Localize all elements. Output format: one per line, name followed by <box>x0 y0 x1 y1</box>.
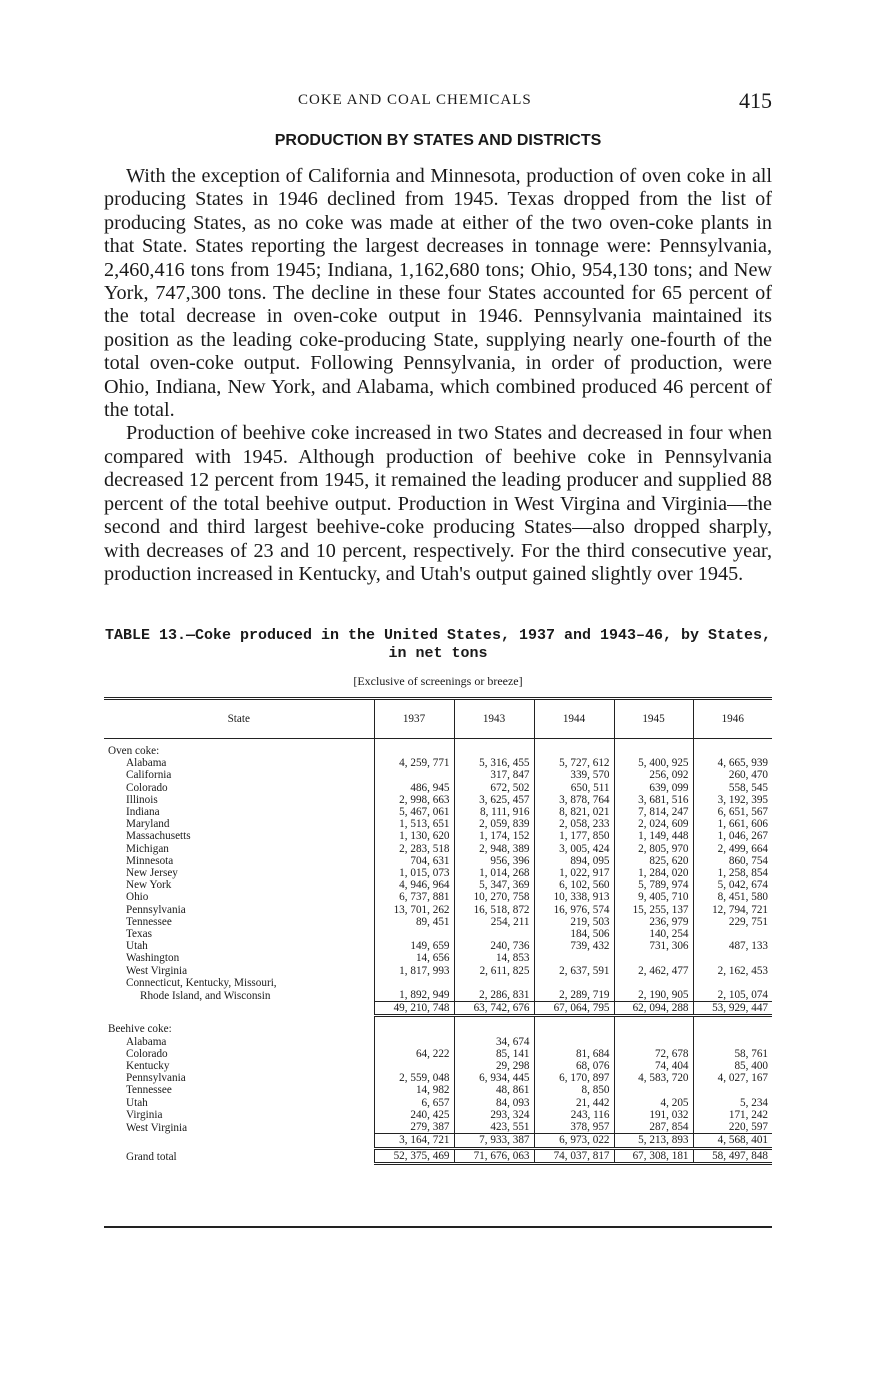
table-cell: 486, 945 <box>374 782 454 794</box>
table-cell <box>693 928 772 940</box>
table-cell: 1, 661, 606 <box>693 818 772 830</box>
table-cell: 84, 093 <box>454 1097 534 1109</box>
table-cell: 8, 111, 916 <box>454 806 534 818</box>
table-cell <box>104 1002 374 1016</box>
table-cell: 2, 024, 609 <box>614 818 693 830</box>
table-cell: 6, 651, 567 <box>693 806 772 818</box>
table-cell: 2, 059, 839 <box>454 818 534 830</box>
table-cell: 4, 205 <box>614 1097 693 1109</box>
table-cell: 240, 425 <box>374 1109 454 1121</box>
grand-total-row <box>104 1148 772 1163</box>
state-name: New Jersey <box>126 867 178 880</box>
table-cell: 34, 674 <box>454 1036 534 1048</box>
table-cell: 219, 503 <box>534 916 614 928</box>
table-header-row <box>104 699 772 739</box>
table-cell <box>374 1060 454 1072</box>
table-caption-line: TABLE 13.—Coke produced in the United States, 1937 and 1943–46, by States, <box>104 627 772 644</box>
table-cell: 256, 092 <box>614 769 693 781</box>
state-name: Indiana <box>126 806 160 819</box>
table-spacer <box>104 1016 772 1024</box>
table-row <box>104 806 772 818</box>
table-row <box>104 977 772 989</box>
table-cell: 12, 794, 721 <box>693 904 772 916</box>
table-row <box>104 794 772 806</box>
table-row <box>104 989 772 1002</box>
table-cell: 13, 701, 262 <box>374 904 454 916</box>
table-cell: 68, 076 <box>534 1060 614 1072</box>
table-cell: 956, 396 <box>454 855 534 867</box>
table-cell <box>374 769 454 781</box>
subtotal-row <box>104 1002 772 1016</box>
table-cell: 5, 467, 061 <box>374 806 454 818</box>
table-cell <box>534 745 614 757</box>
table-cell: 731, 306 <box>614 940 693 952</box>
table-cell: 67, 064, 795 <box>534 1002 614 1016</box>
table-cell: 58, 497, 848 <box>693 1148 772 1163</box>
state-name: Texas <box>126 928 152 941</box>
table-cell <box>614 977 693 989</box>
table-cell <box>614 1023 693 1035</box>
state-name: Tennessee <box>126 1084 172 1097</box>
table-cell: 3, 681, 516 <box>614 794 693 806</box>
table-cell: 15, 255, 137 <box>614 904 693 916</box>
table-cell: 229, 751 <box>693 916 772 928</box>
table-cell: 81, 684 <box>534 1048 614 1060</box>
table-row <box>104 940 772 952</box>
state-name: Ohio <box>126 891 149 904</box>
table-cell: 2, 998, 663 <box>374 794 454 806</box>
section-title: PRODUCTION BY STATES AND DISTRICTS <box>274 132 602 149</box>
table-row <box>104 782 772 794</box>
table-row <box>104 965 772 977</box>
table-cell: 191, 032 <box>614 1109 693 1121</box>
table-cell: 2, 162, 453 <box>693 965 772 977</box>
table-cell <box>534 1016 614 1024</box>
table-cell: 4, 583, 720 <box>614 1072 693 1084</box>
table-cell: 487, 133 <box>693 940 772 952</box>
table-cell: 220, 597 <box>693 1121 772 1134</box>
table-cell: 860, 754 <box>693 855 772 867</box>
table-cell: 2, 499, 664 <box>693 843 772 855</box>
state-name: Utah <box>126 940 148 953</box>
table-cell: 74, 404 <box>614 1060 693 1072</box>
subtotal-row <box>104 1134 772 1148</box>
table-cell <box>614 1016 693 1024</box>
state-name: Minnesota <box>126 854 174 867</box>
state-name: West Virginia <box>126 1121 188 1134</box>
table-cell: 243, 116 <box>534 1109 614 1121</box>
coke-production-table <box>104 697 772 1165</box>
table-row <box>104 952 772 964</box>
table-cell: 184, 506 <box>534 928 614 940</box>
table-cell <box>374 745 454 757</box>
table-cell <box>693 952 772 964</box>
table-cell: 1, 177, 850 <box>534 830 614 842</box>
table-cell <box>374 977 454 989</box>
table-cell: 74, 037, 817 <box>534 1148 614 1163</box>
table-cell <box>693 745 772 757</box>
table-row <box>104 757 772 769</box>
page-header <box>104 88 772 114</box>
column-header: 1945 <box>614 699 693 739</box>
state-name: California <box>126 769 172 782</box>
table-cell: 21, 442 <box>534 1097 614 1109</box>
section-label: Oven coke: <box>108 745 160 757</box>
table-cell: 2, 058, 233 <box>534 818 614 830</box>
table-cell: 48, 861 <box>454 1084 534 1096</box>
table-cell: 5, 234 <box>693 1097 772 1109</box>
table-cell: 2, 283, 518 <box>374 843 454 855</box>
table-cell: 8, 821, 021 <box>534 806 614 818</box>
table-cell: 2, 611, 825 <box>454 965 534 977</box>
table-row <box>104 1048 772 1060</box>
table-cell: 140, 254 <box>614 928 693 940</box>
table-cell: 4, 665, 939 <box>693 757 772 769</box>
state-name: Alabama <box>126 757 167 770</box>
table-cell: 171, 242 <box>693 1109 772 1121</box>
column-header: 1944 <box>534 699 614 739</box>
state-name: New York <box>126 879 172 892</box>
table-cell: 2, 805, 970 <box>614 843 693 855</box>
table-cell: 339, 570 <box>534 769 614 781</box>
table-cell <box>534 952 614 964</box>
table-cell: 49, 210, 748 <box>374 1002 454 1016</box>
table-cell: 4, 568, 401 <box>693 1134 772 1148</box>
state-name: West Virginia <box>126 964 188 977</box>
running-title: COKE AND COAL CHEMICALS <box>298 92 532 108</box>
table-cell <box>693 1036 772 1048</box>
table-cell <box>454 928 534 940</box>
table-row <box>104 830 772 842</box>
state-name: Washington <box>126 952 180 965</box>
table-cell: 16, 518, 872 <box>454 904 534 916</box>
table-cell: 5, 316, 455 <box>454 757 534 769</box>
table-cell: 52, 375, 469 <box>374 1148 454 1163</box>
table-cell: 279, 387 <box>374 1121 454 1134</box>
table-cell: 1, 014, 268 <box>454 867 534 879</box>
table-cell <box>454 745 534 757</box>
table-cell: 7, 933, 387 <box>454 1134 534 1148</box>
table-cell <box>454 1023 534 1035</box>
state-name: Illinois <box>126 793 158 806</box>
table-cell: 85, 141 <box>454 1048 534 1060</box>
state-name: Colorado <box>126 781 168 794</box>
table-cell: 14, 982 <box>374 1084 454 1096</box>
table-cell: 894, 095 <box>534 855 614 867</box>
table-row <box>104 1109 772 1121</box>
table-cell: 10, 270, 758 <box>454 891 534 903</box>
table-cell: 63, 742, 676 <box>454 1002 534 1016</box>
section-label-row <box>104 1023 772 1035</box>
table-row <box>104 916 772 928</box>
section-label-row <box>104 745 772 757</box>
table-cell <box>693 977 772 989</box>
table-cell: 1, 258, 854 <box>693 867 772 879</box>
state-name: Virginia <box>126 1108 163 1121</box>
table-cell: 825, 620 <box>614 855 693 867</box>
table-cell: 149, 659 <box>374 940 454 952</box>
table-cell: 1, 046, 267 <box>693 830 772 842</box>
table-cell: 423, 551 <box>454 1121 534 1134</box>
body-text <box>104 165 772 586</box>
table-cell: 62, 094, 288 <box>614 1002 693 1016</box>
column-header: 1943 <box>454 699 534 739</box>
table-cell: 3, 625, 457 <box>454 794 534 806</box>
table-cell: 10, 338, 913 <box>534 891 614 903</box>
table-cell: 1, 174, 152 <box>454 830 534 842</box>
table-cell: 7, 814, 247 <box>614 806 693 818</box>
table-cell: 672, 502 <box>454 782 534 794</box>
table-cell: 16, 976, 574 <box>534 904 614 916</box>
grand-total-label: Grand total <box>126 1151 177 1163</box>
table-cell: 2, 637, 591 <box>534 965 614 977</box>
table-cell: 240, 736 <box>454 940 534 952</box>
table-cell <box>614 1036 693 1048</box>
table-row <box>104 818 772 830</box>
table-row <box>104 904 772 916</box>
page-number: 415 <box>739 88 772 113</box>
table-cell: 14, 656 <box>374 952 454 964</box>
table-cell: 739, 432 <box>534 940 614 952</box>
table-cell: 3, 878, 764 <box>534 794 614 806</box>
table-cell: 4, 946, 964 <box>374 879 454 891</box>
state-name: Pennsylvania <box>126 1072 186 1085</box>
table-cell: 72, 678 <box>614 1048 693 1060</box>
table-cell <box>534 1023 614 1035</box>
table-caption <box>104 627 772 663</box>
table-cell <box>693 1023 772 1035</box>
table-cell: 317, 847 <box>454 769 534 781</box>
table-cell: 3, 005, 424 <box>534 843 614 855</box>
table-cell <box>454 977 534 989</box>
table-cell: 1, 015, 073 <box>374 867 454 879</box>
table-cell <box>374 1016 454 1024</box>
table-cell: 6, 737, 881 <box>374 891 454 903</box>
table-cell: 6, 934, 445 <box>454 1072 534 1084</box>
table-cell <box>693 1016 772 1024</box>
state-name: Massachusetts <box>126 830 191 843</box>
table-row <box>104 769 772 781</box>
state-name: Colorado <box>126 1047 168 1060</box>
table-cell: 6, 973, 022 <box>534 1134 614 1148</box>
table-row <box>104 1036 772 1048</box>
state-name: Maryland <box>126 818 170 831</box>
table-cell: 2, 190, 905 <box>614 989 693 1002</box>
table-cell: 8, 850 <box>534 1084 614 1096</box>
table-cell <box>374 928 454 940</box>
table-cell <box>614 1084 693 1096</box>
table-row <box>104 855 772 867</box>
table-cell <box>693 1084 772 1096</box>
state-name: Utah <box>126 1096 148 1109</box>
table-caption-line: in net tons <box>388 645 488 662</box>
table-cell: 1, 149, 448 <box>614 830 693 842</box>
table-cell: 2, 289, 719 <box>534 989 614 1002</box>
table-cell <box>534 1036 614 1048</box>
state-name: Michigan <box>126 842 169 855</box>
column-header: State <box>104 699 374 739</box>
table-cell: 14, 853 <box>454 952 534 964</box>
state-name: Tennessee <box>126 915 172 928</box>
table-cell: 5, 400, 925 <box>614 757 693 769</box>
table-cell: 2, 948, 389 <box>454 843 534 855</box>
table-cell: 5, 042, 674 <box>693 879 772 891</box>
table-cell <box>534 977 614 989</box>
table-cell: 6, 657 <box>374 1097 454 1109</box>
table-cell <box>614 952 693 964</box>
table-cell: 6, 170, 897 <box>534 1072 614 1084</box>
column-header: 1937 <box>374 699 454 739</box>
table-row <box>104 879 772 891</box>
table-cell: 260, 470 <box>693 769 772 781</box>
table-cell: 5, 213, 893 <box>614 1134 693 1148</box>
table-cell: 704, 631 <box>374 855 454 867</box>
table-cell: 5, 727, 612 <box>534 757 614 769</box>
state-name: Alabama <box>126 1035 167 1048</box>
table-cell: 8, 451, 580 <box>693 891 772 903</box>
table-cell <box>614 745 693 757</box>
table-cell: 67, 308, 181 <box>614 1148 693 1163</box>
table-row <box>104 1072 772 1084</box>
table-cell: 558, 545 <box>693 782 772 794</box>
table-cell: 53, 929, 447 <box>693 1002 772 1016</box>
state-name: Kentucky <box>126 1060 170 1073</box>
table-row <box>104 1060 772 1072</box>
state-name: Rhode Island, and Wisconsin <box>140 989 271 1002</box>
table-cell: 5, 789, 974 <box>614 879 693 891</box>
paragraph: Production of beehive coke increased in two States and decreased in four when compared with 1945. Although production of beehive coke in Pennsylvania decreased 12 percent from 1945, it remained the leading producer and supplied 88 percent of the total beehive output. Production in West Virgina and Virginia—the second and third largest beehive-coke producing States—also dropped sharply, with decreases of 23 and 10 percent, respectively. For the third consecutive year, production increased in Kentucky, and Utah's output gained slightly over 1945. <box>104 422 772 585</box>
table-cell <box>104 1134 374 1148</box>
table-cell: 2, 286, 831 <box>454 989 534 1002</box>
table-cell: 1, 513, 651 <box>374 818 454 830</box>
table-cell: 58, 761 <box>693 1048 772 1060</box>
table-bottom-rule <box>104 1226 772 1228</box>
table-cell: 89, 451 <box>374 916 454 928</box>
table-cell <box>374 1023 454 1035</box>
table-note: [Exclusive of screenings or breeze] <box>353 674 523 688</box>
table-cell: 64, 222 <box>374 1048 454 1060</box>
table-row <box>104 1084 772 1096</box>
table-cell: 1, 817, 993 <box>374 965 454 977</box>
state-name: Connecticut, Kentucky, Missouri, <box>126 976 277 989</box>
table-cell: 2, 559, 048 <box>374 1072 454 1084</box>
table-row <box>104 891 772 903</box>
table-cell: 3, 192, 395 <box>693 794 772 806</box>
table-row <box>104 1121 772 1134</box>
table-cell: 1, 130, 620 <box>374 830 454 842</box>
table-cell: 287, 854 <box>614 1121 693 1134</box>
table-cell: 1, 022, 917 <box>534 867 614 879</box>
table-cell: 4, 259, 771 <box>374 757 454 769</box>
table-cell <box>104 1016 374 1024</box>
table-cell: 4, 027, 167 <box>693 1072 772 1084</box>
table-cell: 5, 347, 369 <box>454 879 534 891</box>
table-row <box>104 867 772 879</box>
table-cell: 293, 324 <box>454 1109 534 1121</box>
paragraph: With the exception of California and Minnesota, production of oven coke in all producing States in 1946 declined from 1945. Texas dropped from the list of producing States, as no coke was made at either of the two oven-coke plants in that State. States reporting the largest decreases in tonnage were: Pennsylvania, 2,460,416 tons from 1945; Indiana, 1,162,680 tons; Ohio, 954,130 tons; and New York, 747,300 tons. The decline in these four States accounted for 65 percent of the total decrease in oven-coke output in 1946. Pennsylvania maintained its position as the leading coke-producing State, supplying nearly one-fourth of the total oven-coke output. Following Pennsylvania, in order of production, were Ohio, Indiana, New York, and Alabama, which combined produced 46 percent of the total. <box>104 165 772 422</box>
table-cell: 650, 511 <box>534 782 614 794</box>
state-name: Pennsylvania <box>126 903 186 916</box>
table-body <box>104 739 772 1164</box>
table-cell: 3, 164, 721 <box>374 1134 454 1148</box>
table-row <box>104 843 772 855</box>
table-cell: 639, 099 <box>614 782 693 794</box>
section-label: Beehive coke: <box>108 1023 172 1036</box>
table-row <box>104 928 772 940</box>
table-cell: 1, 284, 020 <box>614 867 693 879</box>
table-cell: 236, 979 <box>614 916 693 928</box>
table-cell: 9, 405, 710 <box>614 891 693 903</box>
table-cell: 254, 211 <box>454 916 534 928</box>
table-cell: 2, 462, 477 <box>614 965 693 977</box>
table-cell: 6, 102, 560 <box>534 879 614 891</box>
table-cell: 29, 298 <box>454 1060 534 1072</box>
table-cell: 378, 957 <box>534 1121 614 1134</box>
column-header: 1946 <box>693 699 772 739</box>
table-cell <box>454 1016 534 1024</box>
table-row <box>104 1097 772 1109</box>
table-cell: 1, 892, 949 <box>374 989 454 1002</box>
table-cell <box>374 1036 454 1048</box>
table-cell: 2, 105, 074 <box>693 989 772 1002</box>
table-cell: 85, 400 <box>693 1060 772 1072</box>
table-cell: 71, 676, 063 <box>454 1148 534 1163</box>
